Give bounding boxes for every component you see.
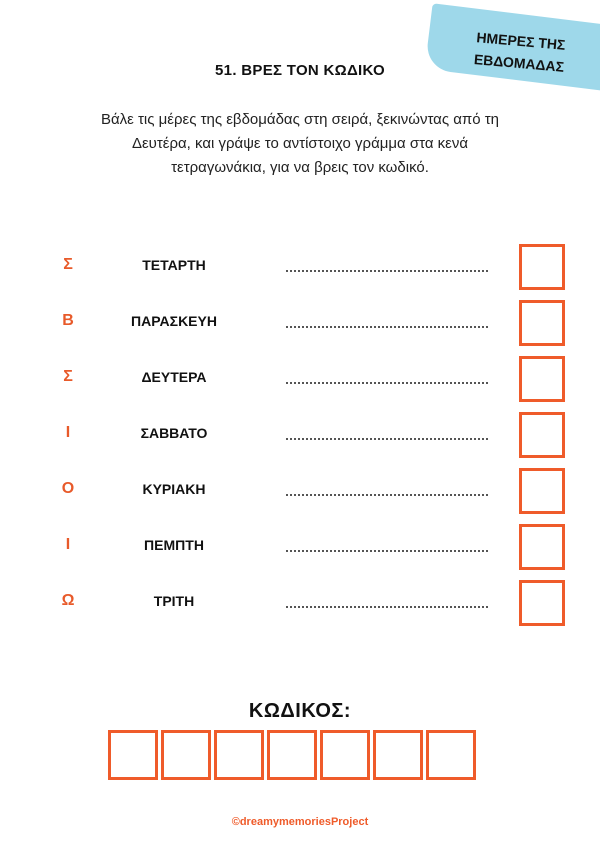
row-letter: Ω [61,592,75,609]
answer-box[interactable] [519,468,565,514]
row-letter: Σ [63,256,73,273]
code-label: ΚΩΔΙΚΟΣ: [248,700,352,722]
code-box[interactable] [373,730,423,780]
code-box[interactable] [108,730,158,780]
answer-line[interactable] [286,270,488,272]
code-box[interactable] [320,730,370,780]
row-day-name: ΣΑΒΒΑΤΟ [140,425,208,441]
day-row [0,524,600,568]
day-row [0,244,600,288]
day-row [0,468,600,512]
answer-line[interactable] [286,494,488,496]
row-day-name: ΔΕΥΤΕΡΑ [141,369,207,385]
instructions [60,108,540,180]
row-day-name: ΤΕΤΑΡΤΗ [142,257,206,273]
row-day-name: ΤΡΙΤΗ [153,593,195,609]
instructions-line-3: τετραγωνάκια, για να βρεις τον κωδικό. [171,159,429,176]
code-boxes [108,730,476,780]
badge-line-1: ΗΜΕΡΕΣ ΤΗΣ [475,29,567,53]
answer-line[interactable] [286,606,488,608]
code-box[interactable] [161,730,211,780]
instructions-line-2: Δευτέρα, και γράψε το αντίστοιχο γράμμα στα κενά [131,135,469,152]
day-row [0,580,600,624]
row-letter: Σ [63,368,73,385]
answer-box[interactable] [519,300,565,346]
answer-box[interactable] [519,244,565,290]
row-day-name: ΚΥΡΙΑΚΗ [142,481,206,497]
code-box[interactable] [214,730,264,780]
day-row [0,412,600,456]
row-day-name: ΠΑΡΑΣΚΕΥΗ [131,313,217,329]
answer-line[interactable] [286,438,488,440]
code-box[interactable] [267,730,317,780]
answer-line[interactable] [286,326,488,328]
row-letter: Ι [65,536,71,553]
page-title: 51. ΒΡΕΣ ΤΟΝ ΚΩΔΙΚΟ [215,62,385,79]
answer-box[interactable] [519,356,565,402]
answer-box[interactable] [519,580,565,626]
row-letter: Β [62,312,74,329]
answer-box[interactable] [519,412,565,458]
code-box[interactable] [426,730,476,780]
row-day-name: ΠΕΜΠΤΗ [144,537,204,553]
answer-line[interactable] [286,550,488,552]
day-row [0,356,600,400]
answer-line[interactable] [286,382,488,384]
row-letter: Ο [61,480,75,497]
badge-line-2: ΕΒΔΟΜΑΔΑΣ [473,51,565,75]
answer-box[interactable] [519,524,565,570]
copyright-footer: ©dreamymemoriesProject [231,816,369,828]
row-letter: Ι [65,424,71,441]
instructions-line-1: Βάλε τις μέρες της εβδομάδας στη σειρά, ξεκινώντας από τη [100,111,500,128]
day-row [0,300,600,344]
